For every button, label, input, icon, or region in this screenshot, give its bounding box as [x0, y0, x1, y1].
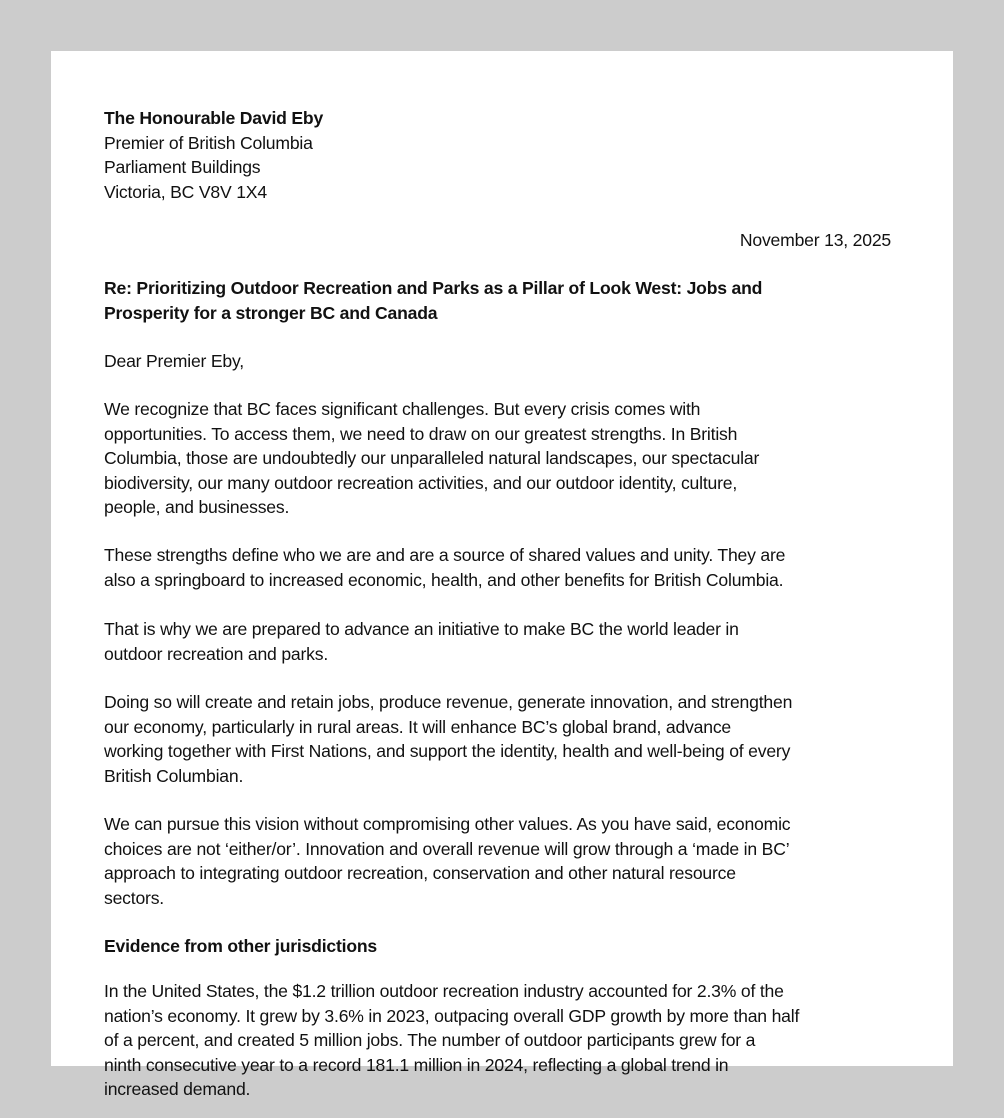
text-line: sectors.: [104, 887, 164, 908]
text-line: working together with First Nations, and support the identity, health and well-being of every: [104, 741, 791, 761]
paragraph: [104, 690, 792, 788]
text-line: opportunities. To access them, we need to draw on our greatest strengths. In British: [104, 423, 738, 444]
recipient-address: [104, 106, 323, 204]
text-line: Doing so will create and retain jobs, produce revenue, generate innovation, and strengthen: [104, 692, 793, 712]
subject-line: [104, 276, 762, 325]
text-line: In the United States, the $1.2 trillion outdoor recreation industry accounted for 2.3% of the: [104, 981, 784, 1001]
text-line: ninth consecutive year to a record 181.1 million in 2024, reflecting a global trend in: [104, 1054, 729, 1075]
text-line: approach to integrating outdoor recreation, conservation and other natural resource: [104, 863, 736, 883]
text-line: biodiversity, our many outdoor recreation activities, and our outdoor identity, culture,: [104, 472, 738, 493]
paragraph: [104, 979, 799, 1102]
address-line: Parliament Buildings: [104, 157, 261, 177]
section-heading: Evidence from other jurisdictions: [104, 936, 378, 956]
text-line: of a percent, and created 5 million jobs. The number of outdoor participants grew for a: [104, 1030, 756, 1050]
recipient-name: The Honourable David Eby: [104, 108, 324, 128]
salutation: Dear Premier Eby,: [104, 351, 244, 371]
paragraph: [104, 397, 759, 520]
text-line: people, and businesses.: [104, 497, 290, 517]
paragraph: [104, 543, 785, 592]
text-line: choices are not ‘either/or’. Innovation and overall revenue will grow through a ‘made in BC’: [104, 838, 790, 859]
text-line: outdoor recreation and parks.: [104, 643, 329, 664]
text-line: We recognize that BC faces significant challenges. But every crisis comes with: [104, 399, 701, 419]
text-line: These strengths define who we are and are a source of shared values and unity. They are: [104, 545, 786, 565]
subject-text: Re: Prioritizing Outdoor Recreation and Parks as a Pillar of Look West: Jobs and: [104, 278, 763, 298]
paragraph: [104, 812, 790, 910]
text-line: We can pursue this vision without compromising other values. As you have said, economic: [104, 814, 791, 834]
subject-text: Prosperity for a stronger BC and Canada: [104, 302, 438, 323]
text-line: Columbia, those are undoubtedly our unparalleled natural landscapes, our spectacular: [104, 448, 760, 468]
text-line: increased demand.: [104, 1079, 251, 1099]
letter-date: November 13, 2025: [739, 230, 891, 250]
text-line: our economy, particularly in rural areas. It will enhance BC’s global brand, advance: [104, 716, 732, 737]
recipient-title: Premier of British Columbia: [104, 132, 313, 153]
text-line: nation’s economy. It grew by 3.6% in 2023, outpacing overall GDP growth by more than half: [104, 1005, 800, 1026]
text-line: British Columbian.: [104, 765, 244, 786]
text-line: also a springboard to increased economic, health, and other benefits for British Columbia.: [104, 569, 784, 590]
paragraph: [104, 617, 739, 666]
address-line: Victoria, BC V8V 1X4: [104, 181, 267, 202]
text-line: That is why we are prepared to advance an initiative to make BC the world leader in: [104, 619, 739, 639]
